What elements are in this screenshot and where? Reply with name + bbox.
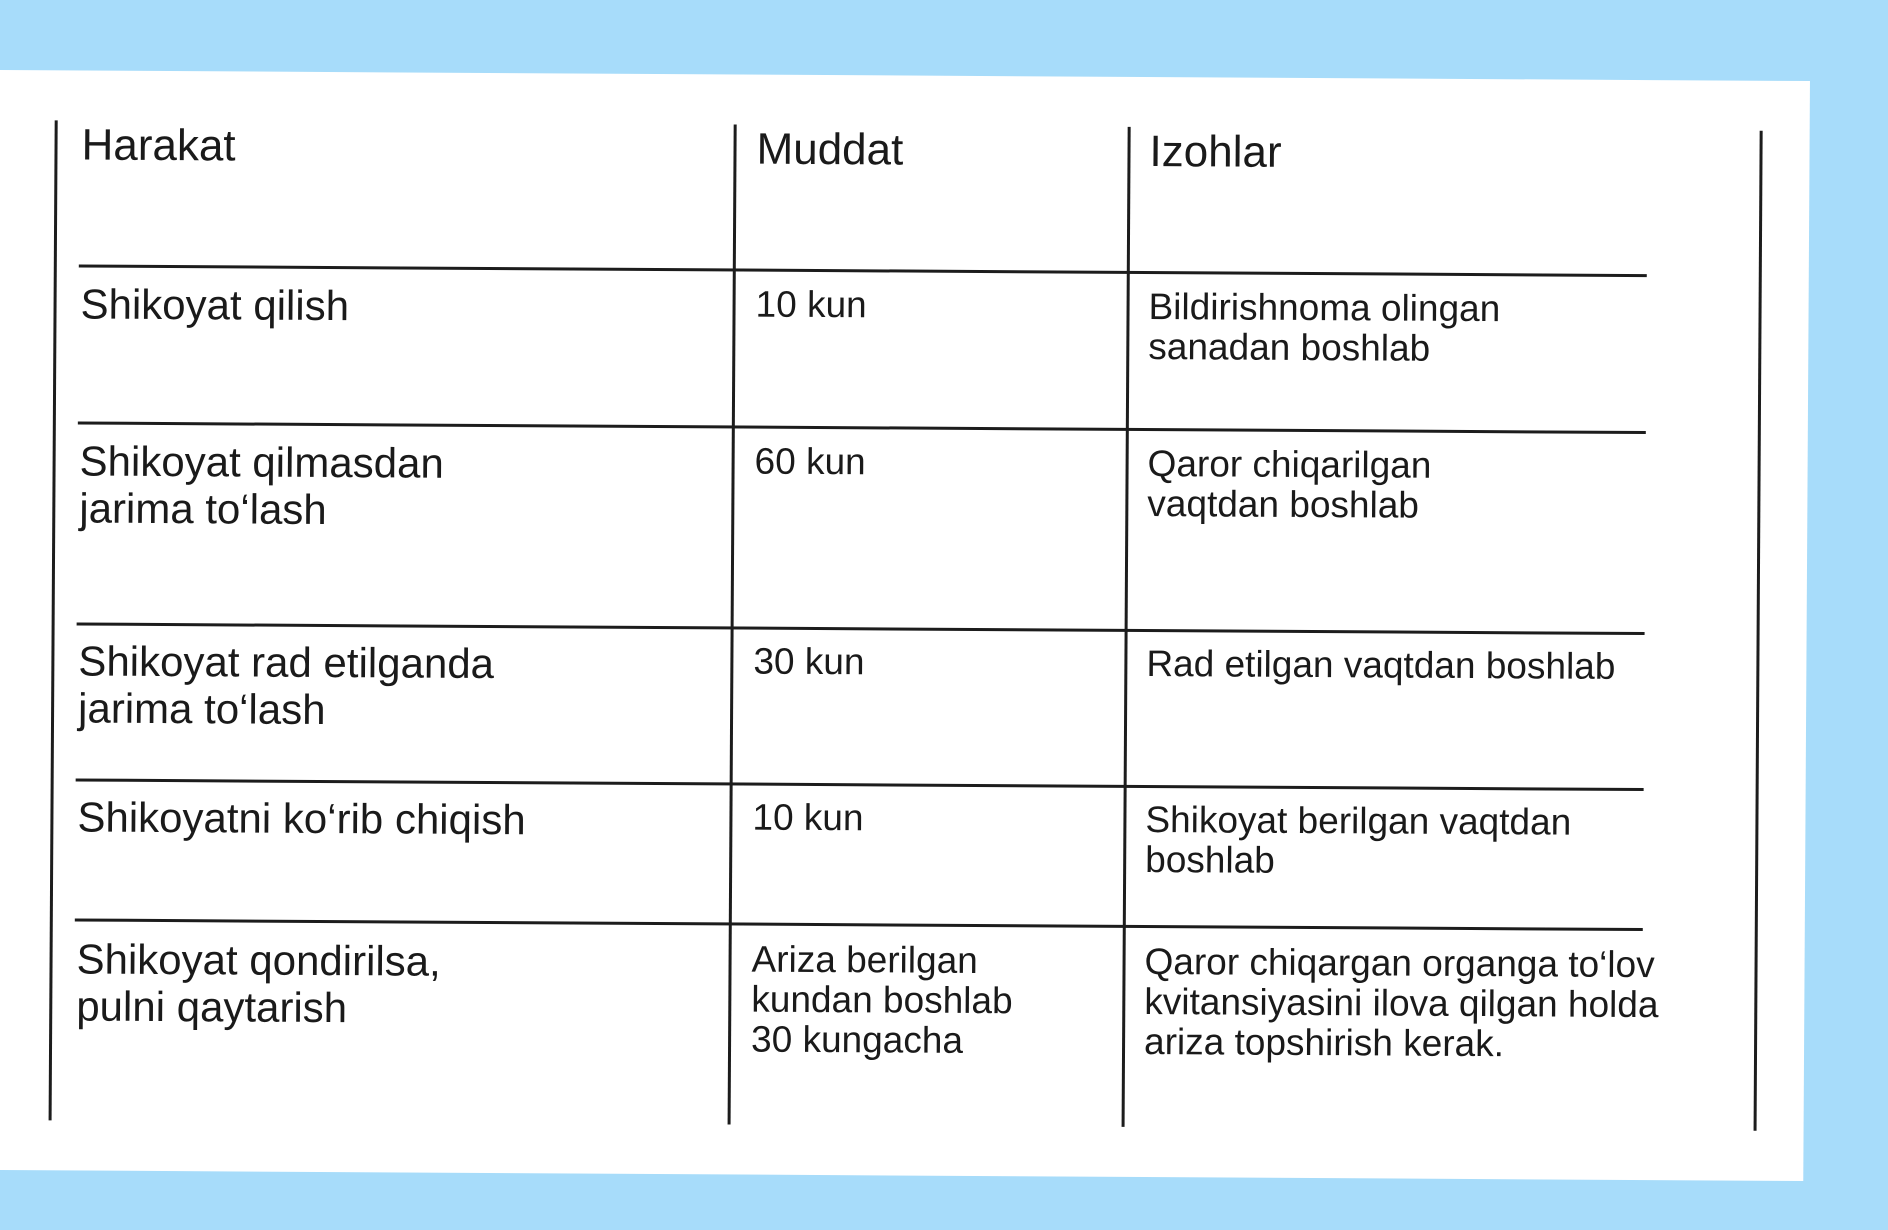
row-3-notes	[1146, 644, 1615, 687]
row-4-notes-line-1: Shikoyat berilgan vaqtdan	[1145, 799, 1572, 843]
row-1-notes	[1148, 287, 1500, 369]
row-4-duration-line-1: 10 kun	[752, 796, 864, 839]
header-duration: Muddat	[756, 124, 904, 175]
row-2-notes	[1147, 444, 1431, 526]
row-5-duration-line-1: Ariza berilgan	[751, 938, 978, 981]
row-5-notes-line-2: kvitansiyasini ilova qilgan holda	[1144, 981, 1659, 1026]
table-right-border	[1754, 131, 1763, 1131]
row-divider-3	[77, 622, 1645, 635]
row-1-action-line-1: Shikoyat qilish	[80, 280, 350, 330]
document-card	[0, 70, 1810, 1181]
row-1-notes-line-2: sanadan boshlab	[1148, 326, 1431, 369]
row-5-duration-line-3: 30 kungacha	[750, 1018, 964, 1061]
table-left-border	[49, 120, 58, 1120]
row-5-duration	[751, 940, 1013, 1062]
header-action: Harakat	[81, 120, 236, 171]
row-3-duration	[753, 642, 864, 683]
row-4-duration	[752, 798, 863, 839]
row-2-notes-line-2: vaqtdan boshlab	[1147, 483, 1420, 526]
row-divider-5	[75, 918, 1643, 931]
row-2-action-line-1: Shikoyat qilmasdan	[79, 437, 444, 487]
row-3-action	[78, 637, 494, 734]
row-1-duration	[755, 285, 866, 326]
row-5-notes-line-1: Qaror chiqargan organga to‘lov	[1144, 941, 1655, 986]
row-5-notes-line-3: ariza topshirish kerak.	[1143, 1021, 1505, 1065]
row-3-action-line-1: Shikoyat rad etilganda	[78, 637, 495, 688]
row-divider-4	[76, 778, 1644, 791]
row-4-action-line-1: Shikoyatni ko‘rib chiqish	[77, 793, 526, 844]
row-3-action-line-2: jarima to‘lash	[77, 684, 326, 734]
row-1-duration-line-1: 10 kun	[755, 283, 867, 326]
row-2-duration-line-1: 60 kun	[754, 440, 866, 483]
column-divider-1	[728, 124, 737, 1124]
row-2-notes-line-1: Qaror chiqarilgan	[1147, 443, 1432, 486]
row-divider-2	[78, 421, 1646, 434]
row-5-notes	[1144, 942, 1659, 1065]
row-4-action	[77, 793, 525, 843]
row-divider-1	[79, 264, 1647, 277]
row-2-duration	[754, 442, 865, 483]
row-2-action	[79, 437, 444, 533]
row-4-notes	[1145, 800, 1571, 883]
row-1-notes-line-1: Bildirishnoma olingan	[1148, 286, 1501, 330]
row-5-duration-line-2: kundan boshlab	[751, 978, 1013, 1022]
row-5-action-line-1: Shikoyat qondirilsa,	[76, 935, 441, 985]
row-2-action-line-2: jarima to‘lash	[79, 484, 327, 534]
header-notes: Izohlar	[1149, 127, 1282, 177]
row-5-action-line-2: pulni qaytarish	[76, 982, 348, 1032]
row-3-notes-line-1: Rad etilgan vaqtdan boshlab	[1146, 643, 1616, 687]
row-4-notes-line-2: boshlab	[1145, 839, 1275, 881]
row-3-duration-line-1: 30 kun	[753, 640, 865, 683]
row-5-action	[76, 935, 441, 1031]
column-divider-2	[1122, 127, 1131, 1127]
row-1-action	[80, 280, 349, 329]
